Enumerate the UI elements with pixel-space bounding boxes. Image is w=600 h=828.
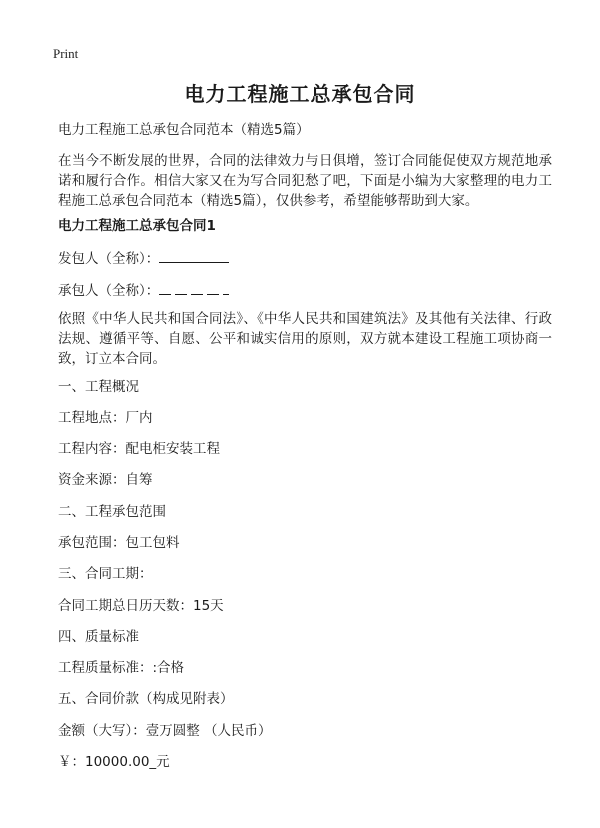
intro-paragraph: 在当今不断发展的世界，合同的法律效力与日俱增，签订合同能促使双方规范地承诺和履行合作。相信大家又在为写合同犯愁了吧，下面是小编为大家整理的电力工程施工总承包合同范本（精选5篇），仅供参考，希望能够帮助到大家。: [58, 153, 552, 209]
clause-line: ￥：10000.00_元: [58, 754, 170, 770]
employer-label: 发包人（全称）：: [58, 251, 160, 267]
contractor-blank: [159, 283, 229, 295]
contractor-label: 承包人（全称）：: [58, 283, 160, 299]
clause-line: 金额（大写）：壹万圆整 （人民币）: [58, 723, 272, 739]
clause-line: 一、工程概况: [58, 379, 139, 395]
clause-line: 承包范围：包工包料: [58, 535, 180, 551]
preamble-paragraph: 依照《中华人民共和国合同法》、《中华人民共和国建筑法》及其他有关法律、行政法规、遵循平等、自愿、公平和诚实信用的原则，双方就本建设工程施工项协商一致，订立本合同。: [58, 311, 552, 367]
employer-blank: [159, 250, 229, 263]
clause-line: 资金来源：自筹: [58, 472, 153, 488]
clause-line: 工程内容：配电柜安装工程: [58, 441, 220, 457]
document-subtitle: 电力工程施工总承包合同范本（精选5篇）: [58, 122, 310, 138]
contractor-line: [58, 281, 229, 301]
document-title: 电力工程施工总承包合同: [184, 82, 416, 106]
employer-line: [58, 249, 229, 269]
clause-line: 工程地点：厂内: [58, 410, 153, 426]
section-heading: 电力工程施工总承包合同1: [58, 218, 216, 234]
clause-line: 工程质量标准：:合格: [58, 660, 185, 676]
print-link[interactable]: Print: [53, 46, 79, 61]
clause-line: 二、工程承包范围: [58, 504, 166, 520]
clause-line: 五、合同价款（构成见附表）: [58, 691, 234, 707]
clause-line: 三、合同工期：: [58, 566, 153, 582]
clause-line: 四、质量标准: [58, 629, 139, 645]
clause-line: 合同工期总日历天数：15天: [58, 598, 224, 614]
